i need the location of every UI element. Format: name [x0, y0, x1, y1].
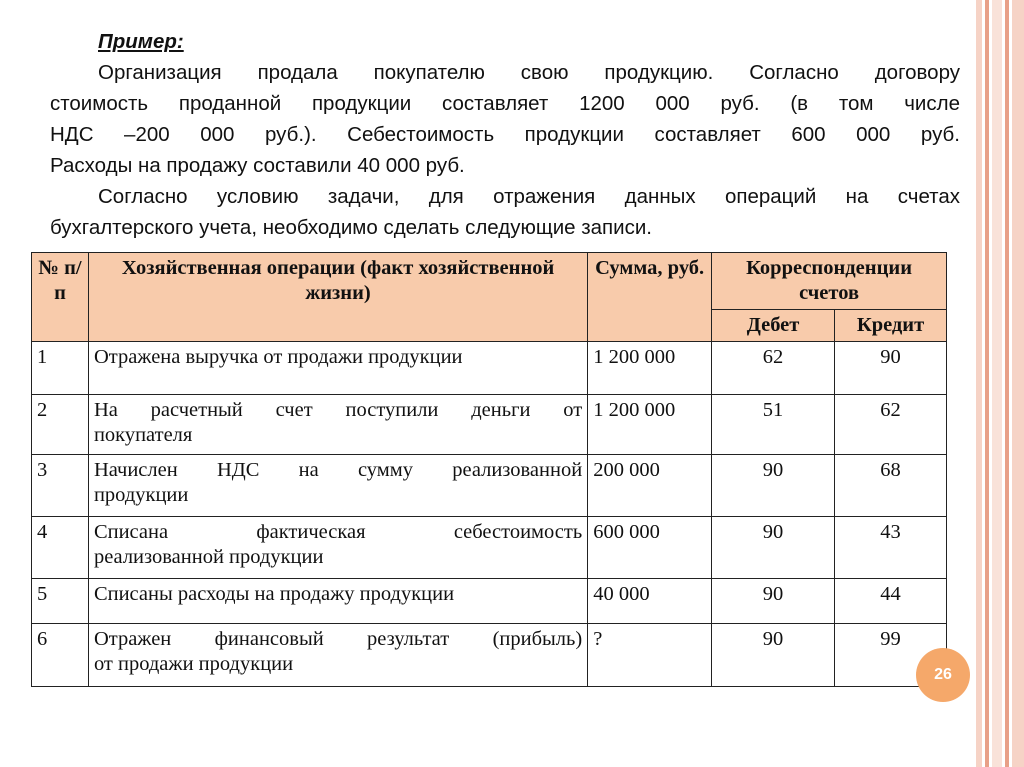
row-operation: Списана фактическая себестоимость реализованной продукции — [88, 517, 587, 579]
row-sum: 1 200 000 — [588, 342, 712, 395]
intro-text — [50, 26, 960, 243]
intro-line-1: Организация продала покупателю свою продукцию. Согласно договору — [98, 61, 960, 84]
row-debit: 90 — [712, 517, 835, 579]
row-operation: Списаны расходы на продажу продукции — [88, 579, 587, 624]
row-operation: Начислен НДС на сумму реализованной продукции — [88, 455, 587, 517]
row-credit: 43 — [835, 517, 947, 579]
intro-line-3: НДС –200 000 руб.). Себестоимость продукции составляет 600 000 руб. — [50, 123, 960, 146]
row-num: 6 — [32, 624, 89, 687]
header-operation: Хозяйственная операции (факт хозяйственной жизни) — [88, 253, 587, 342]
row-credit: 62 — [835, 395, 947, 455]
row-debit: 90 — [712, 455, 835, 517]
row-operation: Отражена выручка от продажи продукции — [88, 342, 587, 395]
row-credit: 44 — [835, 579, 947, 624]
table-row — [32, 342, 947, 395]
row-num: 2 — [32, 395, 89, 455]
example-title: Пример: — [98, 30, 184, 53]
page-number: 26 — [934, 666, 952, 683]
row-sum: 600 000 — [588, 517, 712, 579]
row-debit: 51 — [712, 395, 835, 455]
intro-line-4: Расходы на продажу составили 40 000 руб. — [50, 154, 465, 177]
row-debit: 90 — [712, 624, 835, 687]
row-num: 3 — [32, 455, 89, 517]
row-credit: 68 — [835, 455, 947, 517]
row-credit: 90 — [835, 342, 947, 395]
row-sum: ? — [588, 624, 712, 687]
row-num: 5 — [32, 579, 89, 624]
header-num: № п/п — [32, 253, 89, 342]
table-row — [32, 579, 947, 624]
header-credit: Кредит — [835, 310, 947, 342]
intro-line-2: стоимость проданной продукции составляет 1200 000 руб. (в том числе — [50, 92, 960, 115]
table-row — [32, 455, 947, 517]
row-operation: Отражен финансовый результат (прибыль) от продажи продукции — [88, 624, 587, 687]
row-num: 4 — [32, 517, 89, 579]
row-operation: На расчетный счет поступили деньги от покупателя — [88, 395, 587, 455]
table-row — [32, 395, 947, 455]
intro-line-5: Согласно условию задачи, для отражения данных операций на счетах — [98, 185, 960, 208]
row-sum: 200 000 — [588, 455, 712, 517]
decorative-side-stripes — [976, 0, 1024, 767]
table-row — [32, 517, 947, 579]
header-sum: Сумма, руб. — [588, 253, 712, 342]
row-num: 1 — [32, 342, 89, 395]
row-sum: 1 200 000 — [588, 395, 712, 455]
page-number-badge — [916, 648, 970, 702]
row-credit: 99 — [835, 624, 947, 687]
operations-table — [31, 252, 947, 687]
row-debit: 90 — [712, 579, 835, 624]
intro-line-6: бухгалтерского учета, необходимо сделать следующие записи. — [50, 216, 652, 239]
header-debit: Дебет — [712, 310, 835, 342]
header-correspondence: Корреспонденции счетов — [712, 253, 947, 310]
row-sum: 40 000 — [588, 579, 712, 624]
table-row — [32, 624, 947, 687]
table-header-row — [32, 253, 947, 310]
row-debit: 62 — [712, 342, 835, 395]
